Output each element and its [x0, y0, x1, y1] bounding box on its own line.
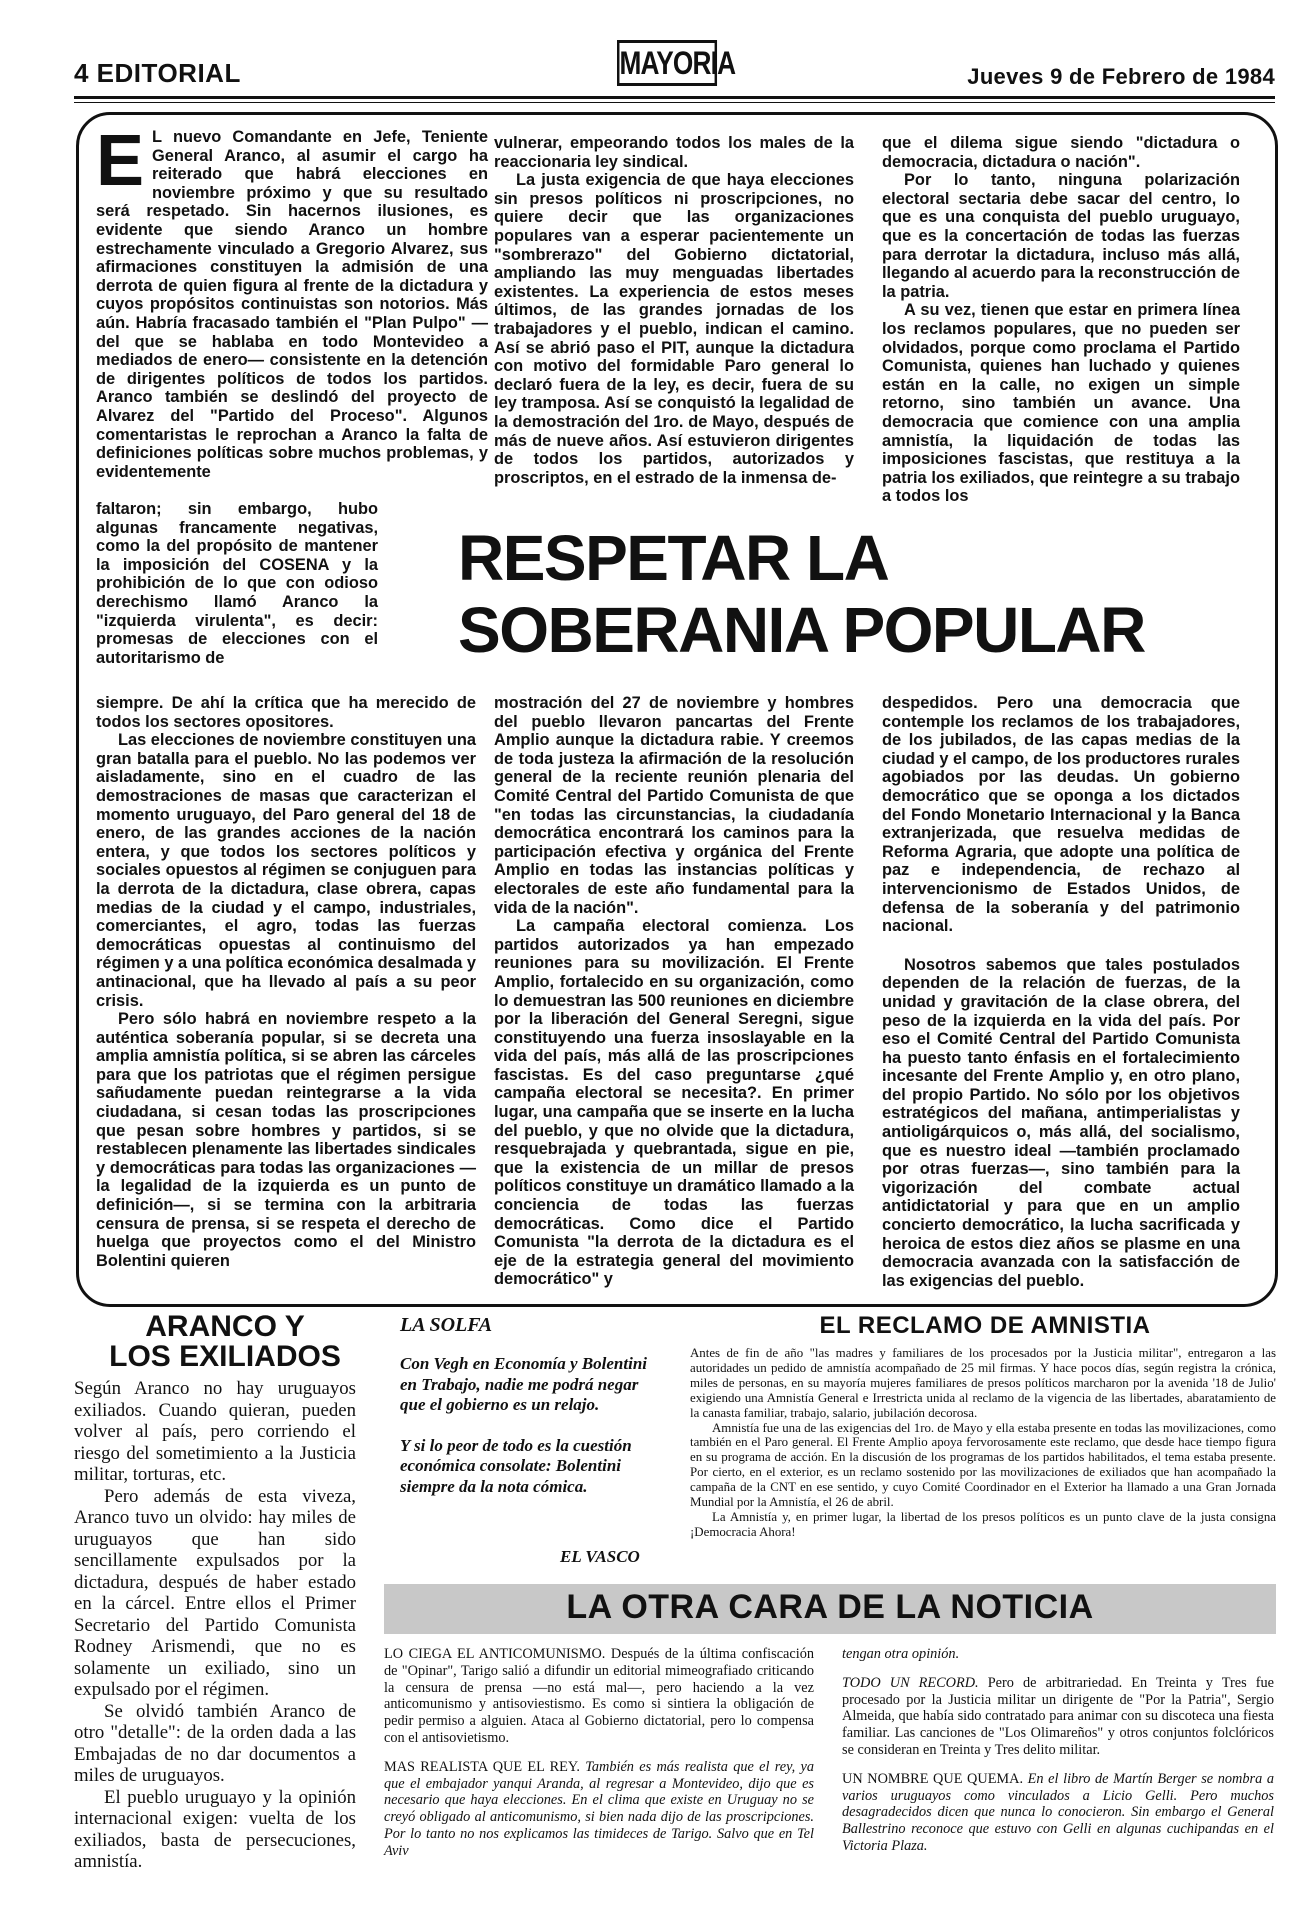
- solfa-verse1: Con Vegh en Economía y Bolentini en Trabajo, nadie me podrá negar que el gobierno es un relajo.: [400, 1354, 648, 1414]
- editorial-col3-para3: A su vez, tienen que estar en primera línea los reclamos populares, que no pueden ser olvidados, porque como proclama el Partido Comunista, quienes han luchado y quienes están en la calle, no exigen un simple retorno, sino también un avance. Una democracia que comience con una amplia amnistía, la liquidación de todas las imposiciones fascistas, que restituya a la patria los exiliados, que reintegre a su trabajo a todos los: [882, 301, 1240, 506]
- otra-item2-lead: MAS REALISTA QUE EL REY.: [384, 1758, 580, 1775]
- solfa-verse2: Y si lo peor de todo es la cuestión económica consolate: Bolentini siempre da la nota cómica.: [400, 1435, 632, 1496]
- otra-item3-text: Pero de arbitrariedad. En Treinta y Tres fue procesado por la Justicia militar un dirigente de "Por la Patria", Sergio Almeida, que había sido contratado para animar con su discoteca una fiesta familiar. Las canciones de "Los Olimareños" y otros conjuntos folclóricos se consideran en Treinta y Tres delito militar.: [842, 1674, 1274, 1758]
- editorial-col1-para3: Pero sólo habrá en noviembre respeto a la auténtica soberanía popular, si se decreta una amplia amnistía política, si se abren las cárceles para que los patriotas que el régimen persigue sañudamente puedan reintegrarse a la vida ciudadana, si cesan todas las proscripciones que pesan sobre hombres y partidos, si se restablecen plenamente las libertades sindicales y democráticas para todas las organizaciones —la legalidad de la izquierda es un punto de definición—, si se termina con la arbitraria censura de prensa, si se respeta el derecho de huelga que proyectos como el del Ministro Bolentini quieren: [96, 1010, 476, 1270]
- editorial-headline: [458, 522, 1218, 666]
- amnistia-title: EL RECLAMO DE AMNISTIA: [819, 1312, 1151, 1339]
- editorial-col1-bottom: [96, 694, 476, 1270]
- newspaper-logo: MAYORIA: [617, 40, 717, 86]
- amnistia-para3: La Amnistía y, en primer lugar, la libertad de los presos políticos es un punto clave de la justa consigna ¡Democracia Ahora!: [690, 1509, 1276, 1539]
- editorial-col3-para1: que el dilema sigue siendo "dictadura o democracia, dictadura o nación".: [882, 134, 1240, 171]
- dropcap: E: [96, 121, 145, 201]
- issue-date: Jueves 9 de Febrero de 1984: [967, 64, 1275, 89]
- otra-cara-col-left: [384, 1646, 814, 1872]
- aranco-title-line2: LOS EXILIADOS: [109, 1340, 341, 1373]
- editorial-col3-bottom: [882, 694, 1240, 1290]
- aranco-box-title: [74, 1312, 376, 1372]
- otra-item1-lead: LO CIEGA EL ANTICOMUNISMO.: [384, 1646, 606, 1662]
- otra-item2-continued: tengan otra opinión.: [842, 1646, 960, 1662]
- aranco-box-body: [74, 1378, 356, 1873]
- otra-item4-text: En el libro de Martín Berger se nombra a varios uruguayos como vinculados a Licio Gelli. Pero muchos desagradecidos dicen que nunca lo conocieron. Sin embargo el General Ballestrino reconoce que estuvo con Gelli en algunas cuchipandas en el Victoria Plaza.: [842, 1770, 1274, 1854]
- editorial-col2-para4: La campaña electoral comienza. Los partidos autorizados ya han empezado reuniones para su movilización. El Frente Amplio, fortalecido en su organización, como lo demuestran las 500 reuniones en diciembre por la liberación del General Seregni, sigue constituyendo una fuerza insoslayable en la vida del país, más allá de las proscripciones fascistas. Es del caso preguntarse ¿qué campaña electoral se necesita?. En primer lugar, una campaña que se inserte en la lucha del pueblo, y que no olvide que la dictadura, resquebrajada y quebrantada, sigue en pie, que la existencia de un millar de presos políticos constituye un dramático llamado a la conciencia de todas las fuerzas democráticas. Como dice el Partido Comunista "la derrota de la dictadura es el eje de la estrategia general del movimiento democrático" y: [494, 917, 854, 1289]
- aranco-para2: Pero además de esta viveza, Aranco tuvo un olvido: hay miles de uruguayos que han sido sencillamente expulsados por la dictadura, después de haber estado en la cárcel. Entre ellos el Primer Secretario del Partido Comunista Rodney Arismendi, que no es solamente un exiliado, sino un expulsado por el régimen.: [74, 1485, 356, 1700]
- otra-item4-lead: UN NOMBRE QUE QUEMA.: [842, 1770, 1024, 1787]
- editorial-col3-para2: Por lo tanto, ninguna polarización electoral sectaria debe sacar del centro, lo que es una conquista del pueblo uruguayo, que es la concertación de todas las fuerzas para derrotar la dictadura, incluso más allá, llegando al acuerdo para la reconstrucción de la patria.: [882, 171, 1240, 301]
- otra-cara-title: LA OTRA CARA DE LA NOTICIA: [566, 1588, 1094, 1626]
- headline-line1: RESPETAR LA: [458, 522, 889, 594]
- solfa-verses: [400, 1354, 648, 1497]
- header-rule-thin: [74, 102, 1275, 103]
- otra-cara-col-right: [842, 1646, 1274, 1867]
- editorial-col1-top-text: L nuevo Comandante en Jefe, Teniente General Aranco, al asumir el cargo ha reiterado que habrá elecciones en noviembre próximo y que su resultado será respetado. Sin hacernos ilusiones, es evidente que siendo Aranco un hombre estrechamente vinculado a Gregorio Alvarez, sus afirmaciones constituyen la admisión de una derrota de quien figura al frente de la dictadura y cuyos propósitos continuistas son notorios. Más aún. Habría fracasado también el "Plan Pulpo" —del que se hablaba en todo Montevideo a mediados de enero— consistente en la detención de dirigentes políticos de todos los partidos. Aranco también se deslindó del proyecto de Alvarez del "Partido del Proceso". Algunos comentaristas le reprochan a Aranco la falta de definiciones políticas sobre muchos problemas, y evidentemente: [96, 128, 488, 481]
- editorial-col2-top: [494, 134, 854, 487]
- amnistia-para1: Antes de fin de año "las madres y familiares de los procesados por la Justicia militar", entregaron a las autoridades un pedido de amnistía acompañado de 25 mil firmas. Y hace pocos días, según registra la crónica, miles de personas, en su mayoría mujeres familiares de presos políticos marcharon por la avenida '18 de Julio' exigiendo una Amnistía General e Irrestricta unida al reclamo de la vigencia de las libertades, abaratamiento de la canasta familiar, trabajo, salario, jubilación decorosa.: [690, 1346, 1276, 1420]
- otra-item3-lead: TODO UN RECORD.: [842, 1674, 979, 1691]
- editorial-col2-para1: vulnerar, empeorando todos los males de la reaccionaria ley sindical.: [494, 134, 854, 171]
- otra-item1-text: Después de la última confiscación de "Opinar", Tarigo salió a difundir un editorial mimeografiado criticando la censura de prensa —no está mal—, pero haciendo a la vez anticomunismo y antisoviestismo. Es como si sintiera la obligación de pedir permiso a alguien. Ataca al Gobierno dictatorial, pero lo compensa con el antisovietismo.: [384, 1646, 815, 1746]
- editorial-col3-para4: despedidos. Pero una democracia que contemple los reclamos de los trabajadores, de los jubilados, de las capas medias de la ciudad y el campo, de los productores rurales agobiados por las deudas. Un gobierno democrático que se oponga a los dictados del Fondo Monetario Internacional y la Banca extranjerizada, que resuelva medidas de Reforma Agraria, que adopte una política de paz e independencia, de rechazo al intervencionismo de Estados Unidos, de defensa de la soberanía y del patrimonio nacional.: [882, 694, 1240, 936]
- headline-line2: SOBERANIA POPULAR: [458, 594, 1145, 666]
- aranco-title-line1: ARANCO Y: [145, 1310, 305, 1343]
- editorial-col2-para2: La justa exigencia de que haya elecciones sin presos políticos ni proscripciones, no quiere decir que las organizaciones populares van a esperar pacientemente un "sombrerazo" del Gobierno dictatorial, ampliando las muy menguadas libertades existentes. La experiencia de estos meses últimos, de las grandes jornadas de los trabajadores y el pueblo, indican el camino. Así se abrió paso el PIT, aunque la dictadura con motivo del formidable Paro general lo declaró fuera de la ley, es decir, fuera de su ley tramposa. Así se conquistó la legalidad de la demostración del 1ro. de Mayo, después de más de nueve años. Así estuvieron dirigentes de todos los partidos, autorizados y proscriptos, en el estrado de la inmensa de-: [494, 171, 854, 487]
- editorial-col2-bottom: [494, 694, 854, 1289]
- aranco-para3: Se olvidó también Aranco de otro "detalle": de la orden dada a las Embajadas de no dar documentos a miles de uruguayos.: [74, 1700, 356, 1786]
- amnistia-body: [690, 1346, 1276, 1540]
- editorial-col1-narrow: [96, 500, 378, 667]
- header-rule: [74, 96, 1275, 99]
- otra-item4: [842, 1771, 1274, 1855]
- editorial-col3-top: [882, 134, 1240, 506]
- page-section-label: 4 EDITORIAL: [74, 58, 241, 88]
- editorial-col1-narrow-text: faltaron; sin embargo, hubo algunas francamente negativas, como la del propósito de mantener la imposición del COSENA y la prohibición de lo que con odioso derechismo llamó Aranco la "izquierda virulenta", es decir: promesas de elecciones con el autoritarismo de: [96, 500, 378, 667]
- otra-item2: [384, 1759, 814, 1860]
- editorial-col1-top: [96, 121, 488, 481]
- editorial-col3-para5: Nosotros sabemos que tales postulados dependen de la relación de fuerzas, de la unidad y gravitación de la clase obrera, del peso de la izquierda en la vida del país. Por eso el Comité Central del Partido Comunista ha puesto tanto énfasis en el fortalecimiento incesante del Frente Amplio y, en otro plano, del propio Partido. No sólo por los objetivos estratégicos del mañana, antimperialistas y antioligárquicos o, más allá, del socialismo, que es nuestro ideal —también proclamado por otras fuerzas—, sino también para la vigorización del combate actual antidictatorial y para que en un amplio concierto democrático, la lucha sacrificada y heroica de estos diez años se plasme en una democracia avanzada con la satisfacción de las exigencias del pueblo.: [882, 955, 1240, 1290]
- otra-item2-text: También es más realista que el rey, ya que el embajador yanqui Aranda, al regresar a Montevideo, dijo que es necesario que haya elecciones. En el clima que existe en Uruguay no se creyó obligado al anticomunismo, si bien nada dijo de las proscripciones. Por lo tanto no nos explicamos las timideces de Tarigo. Salvo que en Tel Aviv: [384, 1758, 815, 1859]
- aranco-para1: Según Aranco no hay uruguayos exiliados. Cuando quieran, pueden volver al país, pero corriendo el riesgo del sometimiento a la Justicia militar, torturas, etc.: [74, 1378, 356, 1485]
- editorial-col2-para3: mostración del 27 de noviembre y hombres del pueblo llevaron pancartas del Frente Amplio aunque la dictadura rabie. Y creemos de toda justeza la afirmación de la resolución general de la reciente reunión plenaria del Comité Central del Partido Comunista de que "en todas las circunstancias, la ciudadanía democrática encontrará los caminos para la participación efectiva y orgánica del Frente Amplio en todas las instancias políticas y electorales de este año fundamental para la vida de la nación".: [494, 694, 854, 917]
- solfa-title: LA SOLFA: [400, 1314, 493, 1336]
- editorial-col1-para2: Las elecciones de noviembre constituyen una gran batalla para el pueblo. No las podemos ver aisladamente, sino en el cuadro de las demostraciones de masas que caracterizan el momento uruguayo, del Paro general del 18 de enero, de las grandes acciones de la nación entera, y que todos los sectores políticos y sociales opuestos al régimen se conjuguen para la derrota de la dictadura, clase obrera, capas medias de la ciudad y el campo, industriales, comerciantes, el agro, todas las fuerzas democráticas opuestas al continuismo del régimen y a una política económica desalmada y antinacional, que ha llevado al país a su peor crisis.: [96, 731, 476, 1010]
- otra-item3: [842, 1675, 1274, 1759]
- solfa-signature: EL VASCO: [560, 1547, 640, 1566]
- otra-item1: [384, 1646, 814, 1747]
- amnistia-para2: Amnistía fue una de las exigencias del 1ro. de Mayo y ella estaba presente en todas las movilizaciones, como también en el Paro general. El Frente Amplio apoya fervorosamente este reclamo, que desde hace tiempo figura en su programa de acción. En la discusión de los programas de los partidos habilitados, el tema estaba presente. Por cierto, en el exterior, es un reclamo sostenido por las movilizaciones de exiliados que han acompañado la campaña de la CNT en ese sentido, y cuyo Comité Coordinador en el Exterior ha llamado a una Gran Jornada Mundial por la Amnistía, el 26 de abril.: [690, 1420, 1276, 1510]
- aranco-para4: El pueblo uruguayo y la opinión internacional exigen: vuelta de los exiliados, basta de persecuciones, amnistía.: [74, 1786, 356, 1872]
- editorial-col1-lead: siempre. De ahí la crítica que ha merecido de todos los sectores opositores.: [96, 694, 476, 731]
